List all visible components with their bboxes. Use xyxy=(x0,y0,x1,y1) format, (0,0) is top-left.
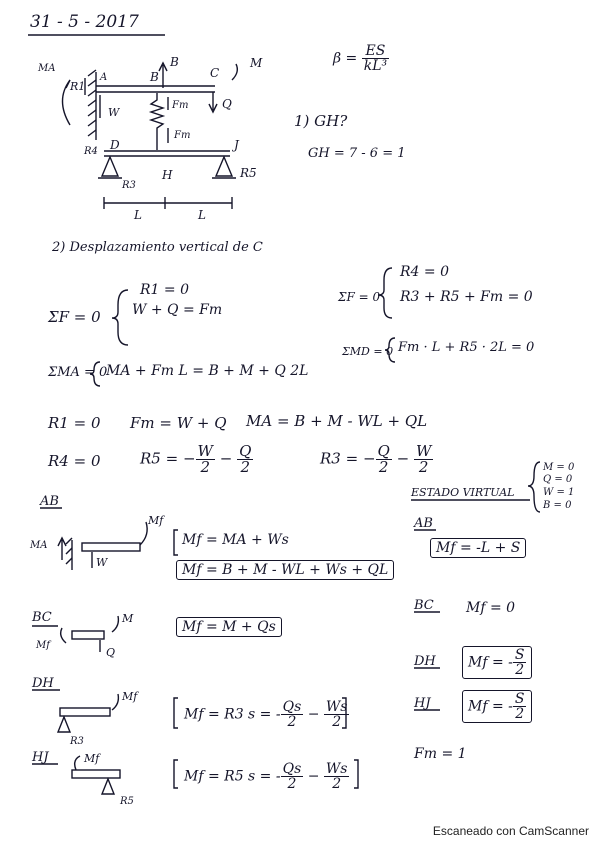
hj-eq: Mf = R5 s = - $\frac{Qs}{2}$ − $\frac{Ws}{2}$ xyxy=(184,761,348,792)
r3-num-b: W xyxy=(415,442,432,460)
label-w: W xyxy=(108,106,120,119)
section2-title: 2) Desplazamiento vertical de C xyxy=(52,240,263,255)
sumMA-lhs: ΣMA = 0 xyxy=(48,365,108,380)
r5-num-b: Q xyxy=(239,442,252,460)
ab-label: AB xyxy=(40,494,59,509)
dh-r3: R3 xyxy=(70,736,84,747)
ab-eq2: Mf = B + M - WL + Ws + QL xyxy=(176,560,394,580)
label-r3: R3 xyxy=(122,180,136,191)
label-d: D xyxy=(110,138,120,152)
gh-equation: GH = 7 - 6 = 1 xyxy=(308,146,406,161)
virtual-dh-lhs: Mf = - xyxy=(468,654,513,671)
dh-den-b: 2 xyxy=(332,714,342,730)
camscanner-watermark: Escaneado con CamScanner xyxy=(432,824,589,838)
dh-num-b: Ws xyxy=(325,699,348,715)
result-r3: R3 = − $\frac{Q}{2}$ − $\frac{W}{2}$ xyxy=(320,442,432,476)
dh-label: DH xyxy=(32,676,54,691)
label-q: Q xyxy=(222,97,232,111)
label-b: B xyxy=(150,70,159,84)
ab-ma: MA xyxy=(30,540,48,551)
virtual-cond-w: W = 1 xyxy=(543,487,575,498)
dh-eq-lhs: Mf = R3 s = - xyxy=(184,706,281,723)
sumF-left-line2: W + Q = Fm xyxy=(132,302,223,318)
virtual-cond-q: Q = 0 xyxy=(543,474,573,485)
label-j: J xyxy=(234,138,239,152)
dh-den-a: 2 xyxy=(287,714,297,730)
dh-eq: Mf = R3 s = - $\frac{Qs}{2}$ − $\frac{Ws}{2}$ xyxy=(184,699,348,730)
label-a: A xyxy=(100,72,108,83)
result-r1: R1 = 0 xyxy=(48,414,101,432)
label-r5: R5 xyxy=(240,166,257,180)
virtual-dh-den: 2 xyxy=(515,662,525,678)
r3-num-a: Q xyxy=(377,442,390,460)
label-c: C xyxy=(210,66,220,80)
sumMA-eq: MA + Fm L = B + M + Q 2L xyxy=(106,363,309,379)
ab-mf: Mf xyxy=(148,514,164,527)
hj-den-a: 2 xyxy=(287,776,297,792)
virtual-cond-b: B = 0 xyxy=(543,500,572,511)
label-l1: L xyxy=(134,208,142,222)
r3-den-a: 2 xyxy=(378,458,389,476)
virtual-ab-label: AB xyxy=(414,516,433,531)
virtual-dh-eq xyxy=(462,646,532,679)
sumF-left-lhs: ΣF = 0 xyxy=(48,308,101,326)
result-ma: MA = B + M - WL + QL xyxy=(246,412,428,430)
label-l2: L xyxy=(198,208,206,222)
sumMD-lhs: ΣMD = 0 xyxy=(342,345,394,358)
hj-mf: Mf xyxy=(84,752,100,765)
r3-lhs: R3 = xyxy=(320,449,359,468)
moment-m-arc xyxy=(232,64,237,80)
sumF-right-lhs: ΣF = 0 xyxy=(338,290,381,304)
hj-num-b: Ws xyxy=(325,761,348,777)
spring xyxy=(151,93,163,150)
hj-r5: R5 xyxy=(120,796,134,807)
virtual-dh-num: S xyxy=(514,647,525,663)
virtual-hj-label: HJ xyxy=(414,696,431,711)
bc-q: Q xyxy=(106,646,116,659)
hj-den-b: 2 xyxy=(332,776,342,792)
virtual-bc-eq: Mf = 0 xyxy=(466,600,516,616)
sumF-right-line1: R4 = 0 xyxy=(400,264,449,280)
result-fm: Fm = W + Q xyxy=(130,414,227,432)
date-label: 31 - 5 - 2017 xyxy=(30,12,139,32)
r5-den-b: 2 xyxy=(240,458,250,476)
virtual-bc-label: BC xyxy=(414,598,434,613)
gh-question: 1) GH? xyxy=(294,112,348,130)
r5-den-a: 2 xyxy=(200,458,211,476)
sumMD-eq: Fm · L + R5 · 2L = 0 xyxy=(398,340,535,355)
label-b-top: B xyxy=(170,55,179,69)
label-fm-top: Fm xyxy=(172,100,189,111)
virtual-fm: Fm = 1 xyxy=(414,746,467,762)
hj-eq-lhs: Mf = R5 s = - xyxy=(184,768,281,785)
bc-eq: Mf = M + Qs xyxy=(176,617,282,637)
virtual-dh-label: DH xyxy=(414,654,436,669)
virtual-hj-lhs: Mf = - xyxy=(468,698,513,715)
ab-eq1: Mf = MA + Ws xyxy=(182,532,289,548)
label-r1: R1 xyxy=(70,80,86,93)
result-r4: R4 = 0 xyxy=(48,452,101,470)
beta-formula xyxy=(333,44,389,73)
sumF-left-line1: R1 = 0 xyxy=(140,282,189,298)
virtual-cond-m: M = 0 xyxy=(543,462,575,473)
dh-num-a: Qs xyxy=(282,699,302,715)
virtual-hj-den: 2 xyxy=(515,706,525,722)
label-h: H xyxy=(162,168,173,182)
r5-lhs: R5 = xyxy=(140,449,179,468)
support-j xyxy=(216,157,232,176)
virtual-hj-eq xyxy=(462,690,532,723)
hj-num-a: Qs xyxy=(282,761,302,777)
support-d xyxy=(102,157,118,176)
result-r5: R5 = − $\frac{W}{2}$ − $\frac{Q}{2}$ xyxy=(140,442,252,476)
beta-den: kL³ xyxy=(363,58,388,74)
bc-label: BC xyxy=(32,610,52,625)
virtual-state-title: ESTADO VIRTUAL xyxy=(411,486,515,499)
r5-num-a: W xyxy=(197,442,213,460)
dh-mf: Mf xyxy=(122,690,138,703)
virtual-hj-num: S xyxy=(514,691,525,707)
hj-label: HJ xyxy=(32,750,49,765)
beta-lhs: β = xyxy=(333,50,358,67)
bc-m: M xyxy=(122,612,134,625)
bc-mf: Mf xyxy=(36,640,50,651)
r3-den-b: 2 xyxy=(418,458,429,476)
beta-num: ES xyxy=(362,44,389,59)
brace-sumF xyxy=(112,290,128,345)
sumF-right-line2: R3 + R5 + Fm = 0 xyxy=(400,289,533,305)
label-fm-bottom: Fm xyxy=(174,130,191,141)
virtual-ab-eq: Mf = -L + S xyxy=(430,538,526,558)
ab-w: W xyxy=(96,556,108,569)
label-m: M xyxy=(250,56,263,70)
label-ma: MA xyxy=(38,63,56,74)
label-r4: R4 xyxy=(84,146,98,157)
